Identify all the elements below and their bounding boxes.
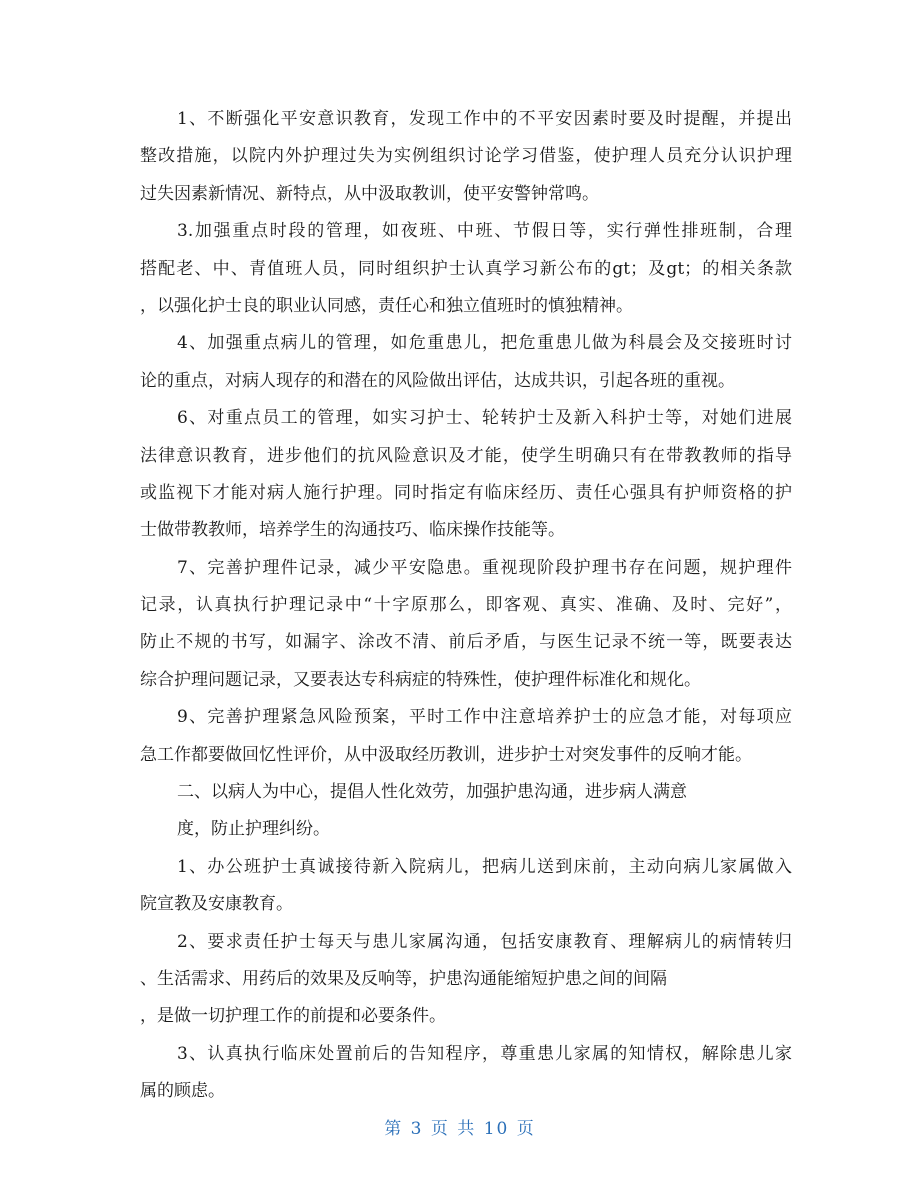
paragraph-line: 防止不规的书写，如漏字、涂改不清、前后矛盾，与医生记录不统一等，既要表达 bbox=[140, 632, 792, 653]
paragraph-line: 9、完善护理紧急风险预案，平时工作中注意培养护士的应急才能，对每项应 bbox=[177, 707, 792, 728]
paragraph-line: 6、对重点员工的管理，如实习护士、轮转护士及新入科护士等，对她们进展 bbox=[177, 408, 792, 429]
paragraph-line: 整改措施，以院内外护理过失为实例组织讨论学习借鉴，使护理人员充分认识护理 bbox=[140, 146, 792, 167]
paragraph-line: 法律意识教育，进步他们的抗风险意识及才能，使学生明确只有在带教教师的指导 bbox=[140, 445, 792, 466]
paragraph-line: 4、加强重点病儿的管理，如危重患儿，把危重患儿做为科晨会及交接班时讨 bbox=[177, 333, 792, 354]
section-heading-line: 二、以病人为中心，提倡人性化效劳，加强护患沟通，进步病人满意 bbox=[177, 782, 687, 803]
paragraph-line: 综合护理问题记录，又要表达专科病症的特殊性，使护理件标准化和规化。 bbox=[140, 669, 701, 690]
paragraph-line: 、生活需求、用药后的效果及反响等，护患沟通能缩短护患之间的间隔 bbox=[140, 968, 667, 989]
paragraph-line: 3、认真执行临床处置前后的告知程序，尊重患儿家属的知情权，解除患儿家 bbox=[177, 1043, 792, 1064]
paragraph-line: 1、办公班护士真诚接待新入院病儿，把病儿送到床前，主动向病儿家属做入 bbox=[177, 856, 792, 877]
paragraph-line: 3.加强重点时段的管理，如夜班、中班、节假日等，实行弹性排班制，合理 bbox=[177, 221, 792, 242]
section-heading-line: 度，防止护理纠纷。 bbox=[177, 819, 330, 840]
paragraph-line: ，是做一切护理工作的前提和必要条件。 bbox=[140, 1006, 446, 1027]
paragraph-line: 属的顾虑。 bbox=[140, 1081, 225, 1102]
paragraph-line: ，以强化护士良的职业认同感，责任心和独立值班时的慎独精神。 bbox=[140, 295, 633, 316]
paragraph-line: 过失因素新情况、新特点，从中汲取教训，使平安警钟常鸣。 bbox=[140, 183, 599, 204]
paragraph-line: 1、不断强化平安意识教育，发现工作中的不平安因素时要及时提醒，并提出 bbox=[177, 109, 792, 129]
paragraph-line: 7、完善护理件记录，减少平安隐患。重视现阶段护理书存在问题，规护理件 bbox=[177, 557, 792, 578]
paragraph-line: 士做带教教师，培养学生的沟通技巧、临床操作技能等。 bbox=[140, 520, 565, 541]
paragraph-line: 2、要求责任护士每天与患儿家属沟通，包括安康教育、理解病儿的病情转归 bbox=[177, 931, 792, 952]
paragraph-line: 院宣教及安康教育。 bbox=[140, 894, 293, 915]
document-body bbox=[140, 101, 792, 1111]
paragraph-line: 记录，认真执行护理记录中“十字原那么，即客观、真实、准确、及时、完好”， bbox=[140, 595, 792, 616]
paragraph-line: 急工作都要做回忆性评价，从中汲取经历教训，进步护士对突发事件的反响才能。 bbox=[140, 744, 752, 765]
paragraph-line: 搭配老、中、青值班人员，同时组织护士认真学习新公布的gt；及gt；的相关条款 bbox=[140, 258, 792, 279]
page-number-footer: 第 3 页 共 10 页 bbox=[384, 1119, 536, 1139]
paragraph-line: 或监视下才能对病人施行护理。同时指定有临床经历、责任心强具有护师资格的护 bbox=[140, 482, 792, 503]
paragraph-line: 论的重点，对病人现存的和潜在的风险做出评估，达成共识，引起各班的重视。 bbox=[140, 370, 735, 391]
